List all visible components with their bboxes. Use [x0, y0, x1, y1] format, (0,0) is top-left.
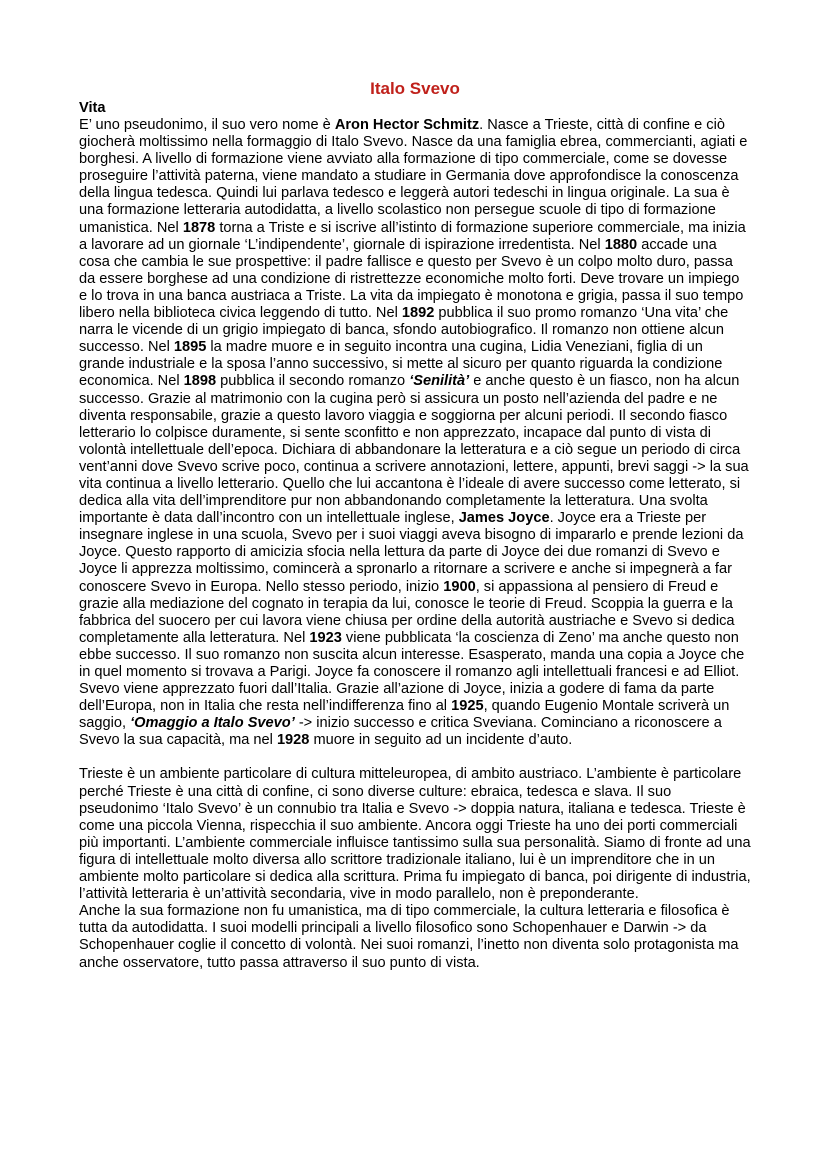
emphasis-bold: Aron Hector Schmitz: [334, 117, 480, 133]
text-run: E’ uno pseudonimo, il suo vero nome è: [79, 117, 335, 133]
text-run: , quando Eugenio Montale scriverà un saggio,: [79, 698, 730, 732]
document-page: [79, 78, 751, 972]
emphasis-bold: 1928: [276, 732, 310, 749]
text-run: accade una cosa che cambia le sue prospettive: il padre fallisce e questo per Svevo è un colpo molto duro, passa da essere borghese ad una condizione di ristrettezze economiche molto forti. Deve trovare un impiego e lo trova in una banca austriaca a Triste. La vita da impiegato è monotona e grigia, passa il suo tempo libero nella biblioteca civica leggendo di tutto. Nel: [79, 236, 744, 322]
document-title: Italo Svevo: [370, 79, 460, 98]
emphasis-bold: 1892: [401, 305, 435, 322]
paragraph-formazione: [79, 903, 751, 971]
emphasis-bold: 1880: [604, 236, 638, 253]
text-run: Anche la sua formazione non fu umanistica, ma di tipo commerciale, la cultura letteraria e filosofica è tutta da autodidatta. I suoi modelli principali a livello filosofico sono Schopenhauer e Darwin -> da Schopenhauer coglie il concetto di volontà. Nei suoi romanzi, l’inetto non diventa solo protagonista ma anche osservatore, tutto passa attraverso il suo punto di vista.: [79, 903, 739, 971]
text-run: viene pubblicata ‘la coscienza di Zeno’ ma anche questo non ebbe successo. Il suo romanzo non suscita alcun interesse. Esasperato, manda una copia a Joyce che in quel momento si trovava a Parigi. Joyce fa conoscere il romanzo agli intellettuali francesi e ad Elliot. Svevo viene apprezzato fuori dall’Italia. Grazie all’azione di Joyce, inizia a godere di fama da parte dell’Europa, non in Italia che resta nell’indifferenza fino al: [79, 629, 745, 715]
text-run: la madre muore e in seguito incontra una cugina, Lidia Veneziani, figlia di un grande industriale e la sposa l’anno successivo, si mette al sicuro per quanto riguarda la condizione economica. Nel: [79, 339, 723, 390]
work-title: ‘Senilità’: [409, 373, 470, 390]
emphasis-bold: James Joyce: [458, 510, 550, 527]
emphasis-bold: 1900: [443, 578, 476, 595]
emphasis-bold: 1895: [173, 339, 207, 356]
emphasis-bold: 1898: [183, 373, 217, 390]
paragraph-trieste: [79, 766, 751, 903]
paragraph-biography: [79, 117, 751, 749]
text-run: pubblica il secondo romanzo: [216, 373, 410, 390]
text-run: , si appassiona al pensiero di Freud e grazie alla mediazione del cognato in terapia da lui, conosce le teorie di Freud. Scoppia la guerra e la fabbrica del suocero per cui lavora viene chiusa per ordine della autorità austriache e Svevo si dedica completamente alla letteratura. Nel: [79, 578, 735, 646]
text-run: . Nasce a Trieste, città di confine e ciò giocherà moltissimo nella formaggio di Italo Svevo. Nasce da una famiglia ebrea, commercianti, agiati e borghesi. A livello di formazione viene avviato alla formazione di tipo commerciale, come se dovesse proseguire l’attività paterna, viene mandato a studiare in Germania dove approfondisce la conoscenza della lingua tedesca. Quindi lui parlava tedesco e leggerà autori tedeschi in lingua originale. La sua è una formazione letteraria autodidatta, a livello scolastico non persegue scuole di tipo di formazione umanistica. Nel: [79, 117, 748, 236]
emphasis-bold: 1925: [451, 698, 484, 715]
emphasis-bold: 1878: [182, 219, 216, 236]
text-run: torna a Triste e si iscrive all’istinto di formazione superiore commerciale, ma inizia a lavorare ad un giornale ‘L’indipendente’, giornale di ispirazione irredentista. Nel: [79, 219, 746, 253]
text-run: pubblica il suo promo romanzo ‘Una vita’ che narra le vicende di un grigio impiegato di banca, sfondo autobiografico. Il romanzo non ottiene alcun successo. Nel: [79, 305, 729, 356]
text-run: -> inizio successo e critica Sveviana. Cominciano a riconoscere a Svevo la sua capacità, ma nel: [79, 715, 722, 749]
text-run: Trieste è un ambiente particolare di cultura mitteleuropea, di ambito austriaco. L’ambiente è particolare perché Trieste è una città di confine, ci sono diverse culture: ebraica, tedesca e slava. Il suo pseudonimo ‘Italo Svevo’ è un connubio tra Italia e Svevo -> doppia natura, italiana e tedesca. Trieste è come una piccola Vienna, rispecchia il suo ambiente. Ancora oggi Trieste ha uno dei porti commerciali più importanti. L’ambiente commerciale influisce tantissimo sulla sua personalità. Siamo di fronte ad una figura di intellettuale molto diversa allo scrittore tradizionale italiano, lui è un imprenditore che in un ambiente molto particolare si dedica alla scrittura. Prima fu impiegato di banca, poi dirigente di industria, l’attività letteraria è un’attività secondaria, vive in modo parallelo, non è preponderante.: [79, 766, 751, 903]
text-run: muore in seguito ad un incidente d’auto.: [309, 732, 573, 749]
work-title: ‘Omaggio a Italo Svevo’: [130, 715, 295, 732]
text-run: . Joyce era a Trieste per insegnare inglese in una scuola, Svevo per i suoi viaggi aveva bisogno di impararlo e prende lezioni da Joyce. Questo rapporto di amicizia sfocia nella lettura da parte di Joyce dei due romanzi di Svevo e Joyce li apprezza moltissimo, comincerà a spronarlo a ritornare a scrivere e anche si impegnerà a far conoscere Svevo in Europa. Nello stesso periodo, inizio: [79, 510, 744, 595]
section-heading-vita: Vita: [79, 100, 106, 116]
text-run: e anche questo è un fiasco, non ha alcun successo. Grazie al matrimonio con la cugina però si assicura un posto nell’azienda del padre e ne diventa responsabile, grazie a questo lavoro viaggia e soggiorna per alcuni periodi. Il secondo fiasco letterario lo colpisce duramente, si sente sconfitto e non apprezzato, incapace dal punto di vista di volontà intellettuale dell’epoca. Dichiara di abbandonare la letteratura e a ciò segue un periodo di circa vent’anni dove Svevo scrive poco, continua a scrivere annotazioni, lettere, appunti, brevi saggi -> la sua vita continua a livello letterario. Quello che lui accantona è l’ideale di avere successo come letterato, si dedica alla vita dell’imprenditore pur non abbandonando completamente la letteratura. Una svolta importante è data dall’incontro con un intellettuale inglese,: [79, 373, 749, 527]
emphasis-bold: 1923: [309, 629, 342, 646]
